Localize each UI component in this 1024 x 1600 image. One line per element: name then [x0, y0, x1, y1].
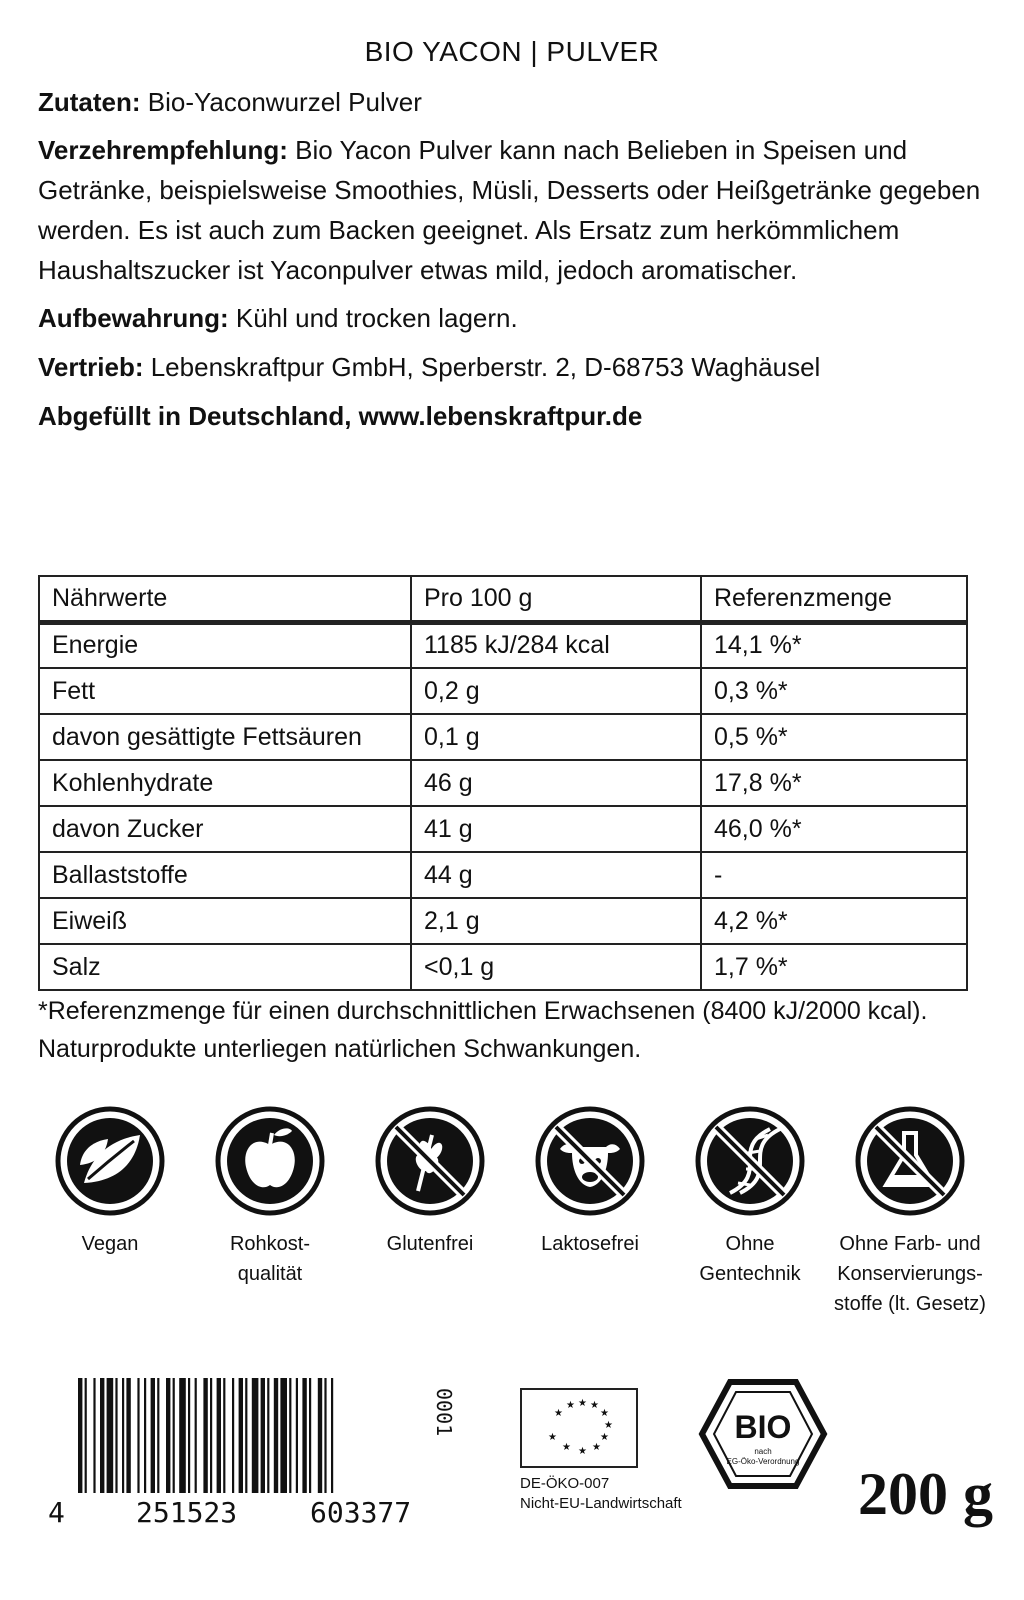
- barcode-bar: [245, 1378, 247, 1493]
- eu-organic-logo: [520, 1388, 638, 1468]
- table-row: [39, 668, 967, 714]
- svg-text:★: ★: [554, 1408, 563, 1419]
- barcode-left-digits: 251523: [136, 1496, 238, 1529]
- barcode-bar: [107, 1378, 114, 1493]
- table-row: [39, 714, 967, 760]
- nutrient-reference: 4,2 %*: [701, 898, 967, 944]
- nutrient-reference: 0,5 %*: [701, 714, 967, 760]
- vegan-label: Vegan: [81, 1233, 139, 1255]
- barcode-bar: [144, 1378, 146, 1493]
- no-additives-label: Ohne Farb- und Konservierungs- stoffe (lt. Gesetz): [834, 1233, 986, 1315]
- barcode-bar: [85, 1378, 87, 1493]
- nutrient-name: Fett: [39, 668, 411, 714]
- nutrient-name: Eiweiß: [39, 898, 411, 944]
- nutrient-amount: 2,1 g: [411, 898, 701, 944]
- barcode-bar: [195, 1378, 197, 1493]
- table-row: [39, 760, 967, 806]
- storage-text: Kühl und trocken lagern.: [228, 303, 518, 333]
- nutrient-reference: 1,7 %*: [701, 944, 967, 990]
- gluten-free-badge: [350, 1105, 510, 1259]
- nutrient-amount: 46 g: [411, 760, 701, 806]
- barcode-bar: [296, 1378, 298, 1493]
- recommendation-paragraph: [38, 130, 988, 290]
- nutrient-amount: 0,1 g: [411, 714, 701, 760]
- recommendation-label: Verzehrempfehlung:: [38, 135, 288, 165]
- barcode-bars: [78, 1378, 458, 1493]
- barcode-bar: [115, 1378, 117, 1493]
- apple-icon: [214, 1105, 326, 1217]
- raw-food-badge: [190, 1105, 350, 1289]
- nutrient-amount: <0,1 g: [411, 944, 701, 990]
- svg-text:★: ★: [592, 1442, 601, 1453]
- nutrient-amount: 41 g: [411, 806, 701, 852]
- nutrient-name: Energie: [39, 622, 411, 668]
- distribution-line: [38, 347, 988, 387]
- barcode-bar: [151, 1378, 155, 1493]
- nutrient-name: Kohlenhydrate: [39, 760, 411, 806]
- barcode-bar: [267, 1378, 269, 1493]
- eu-control-code: DE-ÖKO-007: [520, 1475, 610, 1492]
- no-gmo-label: Ohne Gentechnik: [699, 1233, 801, 1285]
- nutrient-reference: 17,8 %*: [701, 760, 967, 806]
- barcode-bar: [318, 1378, 322, 1493]
- barcode-bar: [173, 1378, 175, 1493]
- barcode-bar: [223, 1378, 225, 1493]
- ingredients-label: Zutaten:: [38, 87, 141, 117]
- nutrition-header-row: [39, 576, 967, 622]
- svg-text:★: ★: [562, 1442, 571, 1453]
- bio-seal-sub2: EG-Öko-Verordnung: [726, 1457, 800, 1466]
- vegan-badge: [30, 1105, 190, 1259]
- svg-text:★: ★: [604, 1420, 613, 1431]
- lactose-free-badge: [510, 1105, 670, 1259]
- lactose-free-icon: [534, 1105, 646, 1217]
- barcode-bar: [126, 1378, 130, 1493]
- bio-seal: [698, 1378, 828, 1490]
- barcode-bar: [179, 1378, 186, 1493]
- nutrition-header: Nährwerte: [39, 576, 411, 622]
- barcode-bar: [203, 1378, 207, 1493]
- svg-text:★: ★: [566, 1400, 575, 1411]
- nutrition-header: Pro 100 g: [411, 576, 701, 622]
- nutrient-amount: 44 g: [411, 852, 701, 898]
- svg-text:★: ★: [600, 1432, 609, 1443]
- nutrient-reference: 14,1 %*: [701, 622, 967, 668]
- barcode-addon-digits: 0001: [432, 1388, 456, 1437]
- recommendation-text: Bio Yacon Pulver kann nach Belieben in Speisen und Getränke, beispielsweise Smoothies, Müsli, Desserts oder Heißgetränke gegeben werden. Es ist auch zum Backen geeignet. Als Ersatz zum herkömmlichem Haushaltszucker ist Yaconpulver etwas mild, jedoch aromatischer.: [38, 135, 981, 285]
- svg-text:★: ★: [578, 1398, 587, 1409]
- natural-variation-note: Naturprodukte unterliegen natürlichen Schwankungen.: [38, 1035, 642, 1063]
- nutrition-header: Referenzmenge: [701, 576, 967, 622]
- lactose-free-label: Laktosefrei: [541, 1233, 639, 1255]
- no-gmo-icon: [694, 1105, 806, 1217]
- svg-text:★: ★: [590, 1400, 599, 1411]
- bio-seal-word: BIO: [734, 1409, 792, 1445]
- raw-food-label: Rohkost- qualität: [229, 1233, 311, 1285]
- no-gmo-badge: [670, 1105, 830, 1289]
- table-row: [39, 852, 967, 898]
- table-row: [39, 898, 967, 944]
- eu-organic-text: [520, 1474, 682, 1514]
- barcode-bar: [157, 1378, 159, 1493]
- table-row: [39, 944, 967, 990]
- product-title: BIO YACON | PULVER: [364, 36, 660, 67]
- nutrient-reference: 0,3 %*: [701, 668, 967, 714]
- gluten-free-icon: [374, 1105, 486, 1217]
- table-row: [39, 622, 967, 668]
- nutrient-reference: 46,0 %*: [701, 806, 967, 852]
- barcode-bar: [93, 1378, 95, 1493]
- barcode-bar: [78, 1378, 82, 1493]
- barcode-bar: [100, 1378, 104, 1493]
- net-weight: 200 g: [858, 1461, 993, 1527]
- storage-label: Aufbewahrung:: [38, 303, 229, 333]
- no-additives-icon: [854, 1105, 966, 1217]
- ean-barcode: [48, 1378, 508, 1530]
- barcode-bar: [137, 1378, 139, 1493]
- gluten-free-label: Glutenfrei: [386, 1233, 474, 1255]
- ingredients-line: [38, 82, 988, 122]
- nutrient-amount: 1185 kJ/284 kcal: [411, 622, 701, 668]
- vegan-icon: [54, 1105, 166, 1217]
- distribution-label: Vertrieb:: [38, 352, 144, 382]
- footnote-block: [38, 992, 998, 1068]
- bio-seal-sub1: nach: [754, 1447, 772, 1456]
- barcode-bar: [289, 1378, 291, 1493]
- nutrient-name: davon Zucker: [39, 806, 411, 852]
- nutrient-name: davon gesättigte Fettsäuren: [39, 714, 411, 760]
- filled-in-line: [38, 396, 988, 436]
- filled-in-text: Abgefüllt in Deutschland, www.lebenskraftpur.de: [38, 401, 643, 431]
- svg-text:★: ★: [600, 1408, 609, 1419]
- nutrition-table: [38, 575, 968, 991]
- barcode-bar: [217, 1378, 221, 1493]
- ingredients-text: Bio-Yaconwurzel Pulver: [140, 87, 422, 117]
- table-row: [39, 806, 967, 852]
- barcode-bar: [324, 1378, 326, 1493]
- barcode-bar: [280, 1378, 287, 1493]
- storage-line: [38, 298, 988, 338]
- nutrient-reference: -: [701, 852, 967, 898]
- barcode-right-digits: 603377: [310, 1496, 412, 1529]
- barcode-bar: [232, 1378, 234, 1493]
- nutrient-name: Salz: [39, 944, 411, 990]
- barcode-bar: [239, 1378, 243, 1493]
- no-additives-badge: [830, 1105, 990, 1319]
- eu-origin: Nicht-EU-Landwirtschaft: [520, 1495, 682, 1512]
- nutrient-name: Ballaststoffe: [39, 852, 411, 898]
- barcode-bar: [261, 1378, 265, 1493]
- reference-footnote: *Referenzmenge für einen durchschnittlichen Erwachsenen (8400 kJ/2000 kcal).: [38, 997, 928, 1025]
- barcode-bar: [166, 1378, 170, 1493]
- svg-text:★: ★: [578, 1446, 587, 1457]
- barcode-bar: [210, 1378, 212, 1493]
- distribution-text: Lebenskraftpur GmbH, Sperberstr. 2, D-68753 Waghäusel: [143, 352, 821, 382]
- barcode-bar: [188, 1378, 190, 1493]
- nutrient-amount: 0,2 g: [411, 668, 701, 714]
- svg-text:★: ★: [548, 1432, 557, 1443]
- barcode-bar: [252, 1378, 259, 1493]
- barcode-bar: [309, 1378, 311, 1493]
- eu-leaf-icon: [522, 1390, 636, 1466]
- barcode-bar: [331, 1378, 333, 1493]
- barcode-first-digit: 4: [48, 1496, 65, 1529]
- barcode-bar: [302, 1378, 306, 1493]
- barcode-bar: [274, 1378, 278, 1493]
- barcode-bar: [122, 1378, 124, 1493]
